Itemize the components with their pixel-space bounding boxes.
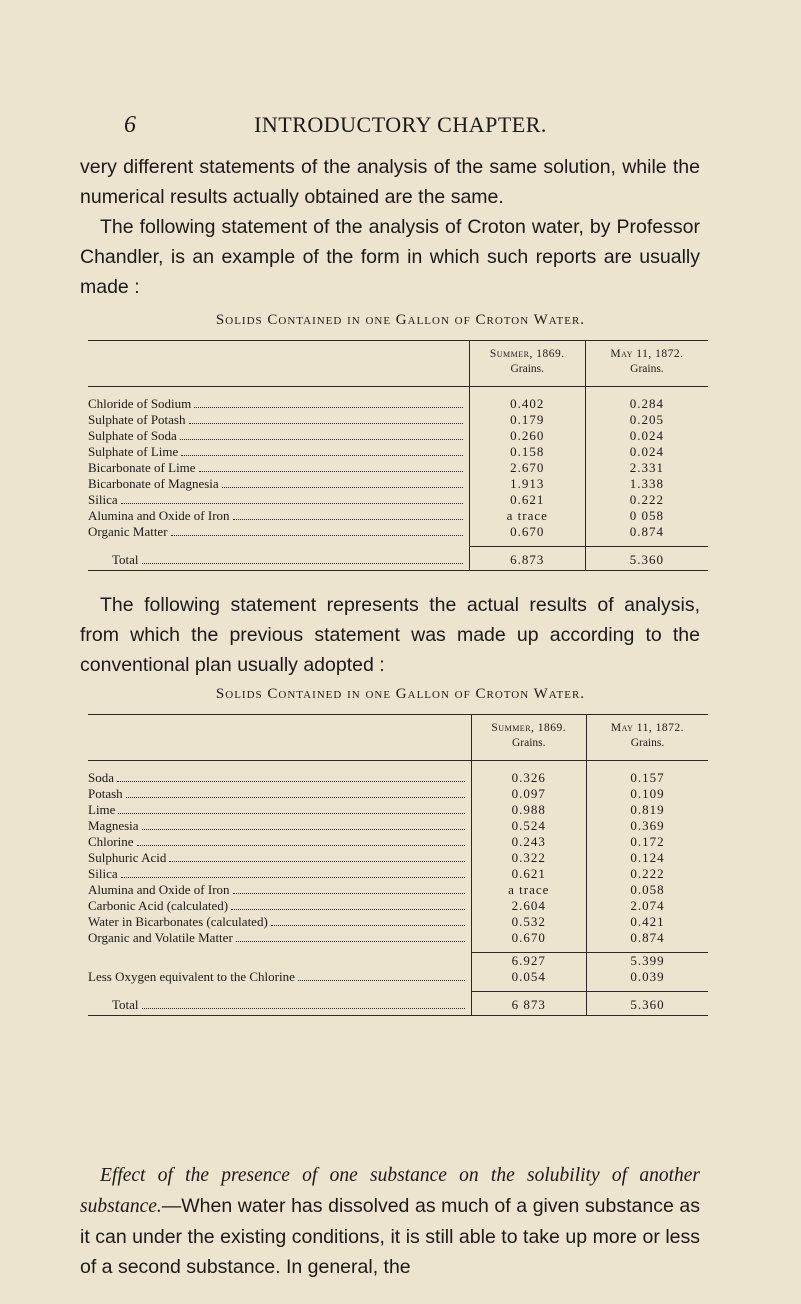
table-2 <box>88 714 708 1016</box>
row-label-cell <box>88 834 471 850</box>
value-1872: 5.399 <box>586 953 708 970</box>
value-1872: 0.157 <box>586 761 708 787</box>
header-1869-unit: Grains. <box>510 363 545 375</box>
substance-name: Organic Matter <box>88 524 168 540</box>
substance-name: Potash <box>88 786 123 801</box>
paragraph-1 <box>80 152 700 212</box>
row-label-cell <box>88 547 469 571</box>
dot-leader <box>271 925 465 926</box>
table-row <box>88 802 708 818</box>
row-label <box>88 428 469 444</box>
dot-leader <box>189 423 463 424</box>
table-row <box>88 460 708 476</box>
value-1869: 1.913 <box>469 476 585 492</box>
table-row <box>88 882 708 898</box>
value-1872: 0.058 <box>586 882 708 898</box>
value-1869: 0.097 <box>471 786 586 802</box>
value-1872: 0.172 <box>586 834 708 850</box>
substance-name: Sulphate of Potash <box>88 412 186 427</box>
substance-name: Magnesia <box>88 818 139 833</box>
value-1869: 0.179 <box>469 412 585 428</box>
table-row <box>88 786 708 802</box>
table-row <box>88 524 708 547</box>
table-1 <box>88 340 708 571</box>
row-label-cell <box>88 428 469 444</box>
value-1869: 6.873 <box>469 547 585 571</box>
substance-name: Sulphuric Acid <box>88 850 167 865</box>
dot-leader <box>142 829 465 830</box>
paragraph-1-text: very different statements of the analysis of the same solution, while the numerical results actually obtained are the same. <box>80 156 700 208</box>
paragraph-4-italic: Effect of the presence of one substance on the solubility of another substance. <box>80 1165 700 1217</box>
table-row <box>88 818 708 834</box>
dot-leader <box>171 535 463 536</box>
row-label-cell <box>88 476 469 492</box>
dot-leader <box>137 845 465 846</box>
value-1869: 6.927 <box>471 953 586 970</box>
dot-leader <box>233 519 463 520</box>
row-label-cell <box>88 761 471 787</box>
row-label-cell <box>88 524 469 547</box>
subtotal-row <box>88 953 708 970</box>
value-1872: 0.284 <box>585 387 708 413</box>
substance-name: Bicarbonate of Lime <box>88 460 196 475</box>
header-1869-top: Summer, 1869. <box>489 348 565 360</box>
row-label-cell <box>88 882 471 898</box>
value-1869: 0.322 <box>471 850 586 866</box>
value-1872: 0.222 <box>586 866 708 882</box>
value-1869: 0.260 <box>469 428 585 444</box>
row-label <box>88 898 471 914</box>
dot-leader <box>236 941 465 942</box>
value-1872: 2.074 <box>586 898 708 914</box>
value-1869: 0.158 <box>469 444 585 460</box>
substance-name: Sulphate of Lime <box>88 444 179 459</box>
table-row <box>88 387 708 413</box>
value-1872: 2.331 <box>585 460 708 476</box>
substance-name: Carbonic Acid (calculated) <box>88 898 229 913</box>
row-label <box>88 914 471 930</box>
table-2-header-1872 <box>586 715 708 761</box>
header-1872-top: May 11, 1872. <box>610 722 685 734</box>
table-1-header-blank <box>88 341 469 387</box>
table-2-header-blank <box>88 715 471 761</box>
row-label-cell <box>88 387 469 413</box>
table-row <box>88 834 708 850</box>
dot-leader <box>121 503 463 504</box>
value-1872: 0.222 <box>585 492 708 508</box>
substance-name: Chlorine <box>88 834 134 849</box>
table-row <box>88 412 708 428</box>
substance-name: Bicarbonate of Magnesia <box>88 476 219 491</box>
value-1869: 0.670 <box>471 930 586 953</box>
table-row <box>88 914 708 930</box>
table-row <box>88 492 708 508</box>
row-label-cell <box>88 969 471 992</box>
substance-name: Lime <box>88 802 116 817</box>
row-label <box>88 930 471 946</box>
row-label-cell <box>88 492 469 508</box>
table-row <box>88 898 708 914</box>
row-label <box>88 802 471 818</box>
dot-leader <box>199 471 463 472</box>
row-label-cell <box>88 508 469 524</box>
value-1869: 2.670 <box>469 460 585 476</box>
value-1869: a trace <box>471 882 586 898</box>
value-1872: 0 058 <box>585 508 708 524</box>
table-2-header-row <box>88 715 708 761</box>
table-1-title: Solids Contained in one Gallon of Croton Water. <box>215 312 586 328</box>
table-row <box>88 428 708 444</box>
header-1872-unit: Grains. <box>630 363 664 375</box>
dot-leader <box>118 813 464 814</box>
row-label <box>112 552 469 568</box>
value-1872: 5.360 <box>586 992 708 1016</box>
dot-leader <box>194 407 462 408</box>
value-1869: a trace <box>469 508 585 524</box>
substance-name: Less Oxygen equivalent to the Chlorine <box>88 969 295 985</box>
row-label <box>88 412 469 428</box>
value-1872: 0.819 <box>586 802 708 818</box>
row-label <box>88 850 471 866</box>
row-label-cell <box>88 818 471 834</box>
row-label <box>88 444 469 460</box>
value-1869: 0.988 <box>471 802 586 818</box>
page-header <box>0 112 801 142</box>
table-row <box>88 476 708 492</box>
row-label-cell <box>88 992 471 1016</box>
row-label <box>112 997 471 1013</box>
row-label-cell <box>88 850 471 866</box>
dot-leader <box>121 877 465 878</box>
table-1-header-row <box>88 341 708 387</box>
substance-name: Sulphate of Soda <box>88 428 177 443</box>
value-1869: 0.326 <box>471 761 586 787</box>
value-1872: 0.874 <box>586 930 708 953</box>
value-1869: 0.532 <box>471 914 586 930</box>
value-1872: 0.874 <box>585 524 708 547</box>
substance-name: Soda <box>88 770 114 785</box>
dot-leader <box>181 455 462 456</box>
total-row <box>88 547 708 571</box>
header-1869-unit: Grains. <box>512 737 546 749</box>
value-1872: 0.124 <box>586 850 708 866</box>
value-1869: 0.054 <box>471 969 586 992</box>
row-label <box>88 476 469 492</box>
table-2-title: Solids Contained in one Gallon of Croton Water. <box>215 686 586 702</box>
table-row <box>88 761 708 787</box>
dot-leader <box>117 781 465 782</box>
row-label-cell <box>88 930 471 953</box>
row-label <box>88 969 471 985</box>
row-label <box>88 524 469 540</box>
substance-name: Silica <box>88 492 118 507</box>
row-label-cell <box>88 802 471 818</box>
row-label <box>88 396 469 412</box>
value-1872: 0.024 <box>585 444 708 460</box>
row-label <box>88 882 471 898</box>
value-1869: 0.524 <box>471 818 586 834</box>
value-1869: 0.621 <box>471 866 586 882</box>
substance-name: Water in Bicarbonates (calculated) <box>88 914 268 929</box>
row-label <box>88 460 469 476</box>
less-oxygen-row <box>88 969 708 992</box>
row-label <box>88 770 471 786</box>
header-1869-top: Summer, 1869. <box>491 722 567 734</box>
row-label-cell <box>88 866 471 882</box>
value-1872: 1.338 <box>585 476 708 492</box>
value-1872: 0.369 <box>586 818 708 834</box>
row-label-cell <box>88 412 469 428</box>
dot-leader <box>142 563 463 564</box>
table-row <box>88 866 708 882</box>
value-1872: 5.360 <box>585 547 708 571</box>
dot-leader <box>142 1008 465 1009</box>
table-row <box>88 508 708 524</box>
dot-leader <box>169 861 464 862</box>
running-head: INTRODUCTORY CHAPTER. <box>254 112 547 137</box>
row-label <box>88 834 471 850</box>
value-1872: 0.205 <box>585 412 708 428</box>
row-label <box>88 818 471 834</box>
value-1869: 0.621 <box>469 492 585 508</box>
dot-leader <box>222 487 463 488</box>
paragraph-4-text: —When water has dissolved as much of a given substance as it can under the existing conditions, it is still able to take up more or less of a second substance. In general, the <box>80 1195 700 1278</box>
value-1869: 6 873 <box>471 992 586 1016</box>
paragraph-2 <box>80 212 700 302</box>
substance-name: Alumina and Oxide of Iron <box>88 882 230 897</box>
substance-name: Silica <box>88 866 118 881</box>
dot-leader <box>298 980 465 981</box>
table-1-header-1869 <box>469 341 585 387</box>
substance-name: Organic and Volatile Matter <box>88 930 233 946</box>
substance-name: Chloride of Sodium <box>88 396 192 411</box>
table-row <box>88 930 708 953</box>
paragraph-2-text: The following statement of the analysis of Croton water, by Professor Chandler, is an example of the form in which such reports are usually made : <box>80 216 700 298</box>
row-label <box>88 492 469 508</box>
paragraph-4 <box>80 1160 700 1282</box>
value-1872: 0.039 <box>586 969 708 992</box>
row-label-cell <box>88 460 469 476</box>
substance-name: Total <box>112 551 139 567</box>
substance-name: Alumina and Oxide of Iron <box>88 508 230 523</box>
total-row <box>88 992 708 1016</box>
header-1872-top: May 11, 1872. <box>610 348 684 360</box>
row-label-cell <box>88 953 471 970</box>
table-2-header-1869 <box>471 715 586 761</box>
value-1869: 0.243 <box>471 834 586 850</box>
table-row <box>88 850 708 866</box>
table-row <box>88 444 708 460</box>
paragraph-3 <box>80 590 700 680</box>
row-label-cell <box>88 914 471 930</box>
value-1872: 0.109 <box>586 786 708 802</box>
row-label-cell <box>88 898 471 914</box>
row-label-cell <box>88 786 471 802</box>
row-label <box>88 508 469 524</box>
table-1-header-1872 <box>585 341 708 387</box>
value-1872: 0.024 <box>585 428 708 444</box>
paragraph-3-text: The following statement represents the actual results of analysis, from which the previous statement was made up according to the conventional plan usually adopted : <box>80 594 700 676</box>
dot-leader <box>180 439 463 440</box>
substance-name: Total <box>112 996 139 1012</box>
row-label <box>88 786 471 802</box>
value-1869: 2.604 <box>471 898 586 914</box>
row-label-cell <box>88 444 469 460</box>
header-1872-unit: Grains. <box>630 737 665 749</box>
dot-leader <box>231 909 465 910</box>
value-1872: 0.421 <box>586 914 708 930</box>
dot-leader <box>126 797 465 798</box>
page-number: 6 <box>124 112 136 138</box>
value-1869: 0.670 <box>469 524 585 547</box>
value-1869: 0.402 <box>469 387 585 413</box>
dot-leader <box>233 893 465 894</box>
row-label <box>88 866 471 882</box>
